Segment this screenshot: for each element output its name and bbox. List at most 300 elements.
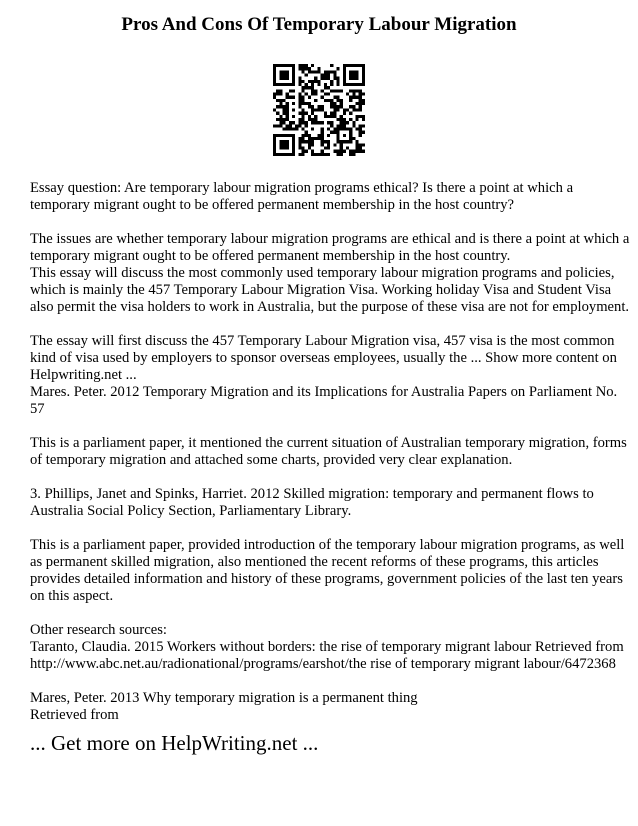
qr-module (327, 99, 330, 102)
qr-module (292, 96, 295, 99)
qr-module (286, 108, 289, 111)
qr-module (355, 143, 358, 146)
qr-module (324, 153, 327, 156)
qr-module (311, 83, 314, 86)
qr-module (311, 105, 314, 108)
qr-module (273, 124, 276, 127)
qr-module (355, 140, 358, 143)
qr-module (305, 134, 308, 137)
qr-module (317, 153, 320, 156)
qr-module (317, 108, 320, 111)
qr-module (283, 105, 286, 108)
qr-module (336, 99, 339, 102)
qr-module (336, 96, 339, 99)
qr-module (327, 140, 330, 143)
qr-module (298, 77, 301, 80)
helpwriting-link[interactable]: Helpwriting.net ... (30, 367, 137, 383)
paragraph-parliament-paper-1 (30, 435, 627, 469)
qr-module (289, 96, 292, 99)
qr-module (349, 112, 352, 115)
text-line: This is a parliament paper, provided introduction of the temporary labour migration programs, as well (30, 537, 625, 553)
qr-module (298, 137, 301, 140)
qr-module (311, 127, 314, 130)
qr-module (283, 127, 286, 130)
qr-module (305, 121, 308, 124)
qr-module (305, 74, 308, 77)
qr-module (336, 67, 339, 70)
qr-module (359, 108, 362, 111)
qr-module (352, 150, 355, 153)
qr-module (336, 80, 339, 83)
qr-module (302, 118, 305, 121)
qr-module (283, 121, 286, 124)
qr-module (305, 86, 308, 89)
qr-module (305, 93, 308, 96)
text-line: Retrieved from (30, 707, 119, 723)
qr-module (286, 102, 289, 105)
qr-module (321, 105, 324, 108)
qr-module (314, 137, 317, 140)
qr-module (305, 64, 308, 67)
qr-module (302, 140, 305, 143)
qr-alignment-pattern (343, 134, 346, 137)
qr-module (362, 143, 365, 146)
text-line: kind of visa used by employers to sponsor overseas employees, usually the ... Show more content on (30, 350, 617, 366)
qr-module (340, 121, 343, 124)
paragraph-essay-question (30, 180, 615, 214)
qr-module (308, 96, 311, 99)
paragraph-reference-3 (30, 486, 615, 520)
qr-module (330, 83, 333, 86)
qr-module (352, 105, 355, 108)
qr-module (289, 89, 292, 92)
qr-module (308, 67, 311, 70)
qr-module (279, 99, 282, 102)
qr-module (327, 77, 330, 80)
qr-module (359, 89, 362, 92)
qr-module (298, 121, 301, 124)
qr-module (359, 93, 362, 96)
qr-module (305, 102, 308, 105)
qr-module (359, 105, 362, 108)
qr-module (324, 86, 327, 89)
qr-module (283, 99, 286, 102)
qr-module (349, 99, 352, 102)
qr-module (324, 115, 327, 118)
qr-module (321, 153, 324, 156)
qr-module (314, 89, 317, 92)
qr-module (352, 93, 355, 96)
qr-module (324, 70, 327, 73)
qr-module (321, 131, 324, 134)
qr-module (359, 99, 362, 102)
text-line: Mares, Peter. 2013 Why temporary migration is a permanent thing (30, 690, 418, 706)
qr-module (273, 108, 276, 111)
qr-module (327, 127, 330, 130)
qr-module (311, 80, 314, 83)
qr-module (283, 112, 286, 115)
qr-module (340, 150, 343, 153)
qr-module (302, 150, 305, 153)
qr-module (349, 153, 352, 156)
qr-module (359, 143, 362, 146)
qr-module (311, 150, 314, 153)
qr-module (333, 115, 336, 118)
qr-module (311, 137, 314, 140)
qr-module (311, 108, 314, 111)
qr-module (308, 80, 311, 83)
qr-module (276, 105, 279, 108)
qr-module (298, 124, 301, 127)
qr-module (343, 150, 346, 153)
qr-module (327, 134, 330, 137)
qr-module (340, 115, 343, 118)
qr-module (333, 89, 336, 92)
qr-module (321, 137, 324, 140)
qr-module (308, 143, 311, 146)
page-title: Pros And Cons Of Temporary Labour Migration (121, 14, 517, 35)
qr-module (302, 108, 305, 111)
qr-module (276, 99, 279, 102)
qr-module (302, 146, 305, 149)
qr-module (343, 108, 346, 111)
qr-module (321, 77, 324, 80)
text-line: of temporary migration and attached some charts, provided very clear explanation. (30, 452, 513, 468)
qr-module (336, 105, 339, 108)
qr-module (349, 150, 352, 153)
qr-module (324, 140, 327, 143)
qr-module (330, 64, 333, 67)
qr-module (314, 118, 317, 121)
qr-module (327, 146, 330, 149)
text-line: 57 (30, 401, 45, 417)
text-line: temporary migrant ought to be offered permanent membership in the host country? (30, 197, 515, 213)
qr-module (340, 146, 343, 149)
qr-module (340, 124, 343, 127)
text-line: on this aspect. (30, 588, 114, 604)
qr-module (330, 121, 333, 124)
qr-module (336, 118, 339, 121)
qr-module (333, 127, 336, 130)
qr-module (321, 89, 324, 92)
qr-module (298, 96, 301, 99)
qr-module (333, 150, 336, 153)
qr-module (330, 131, 333, 134)
qr-module (340, 153, 343, 156)
qr-module (292, 102, 295, 105)
qr-module (317, 80, 320, 83)
qr-module (355, 118, 358, 121)
qr-module (286, 112, 289, 115)
qr-module (279, 89, 282, 92)
qr-module (362, 115, 365, 118)
qr-module (283, 118, 286, 121)
qr-module (336, 150, 339, 153)
qr-module (346, 93, 349, 96)
qr-module (302, 89, 305, 92)
qr-module (327, 86, 330, 89)
qr-module (327, 74, 330, 77)
qr-module (298, 83, 301, 86)
qr-module (298, 153, 301, 156)
qr-module (352, 108, 355, 111)
text-line: provides detailed information and history of these programs, government policies of the last ten years (30, 571, 623, 587)
qr-module (324, 74, 327, 77)
qr-module (333, 70, 336, 73)
qr-module (302, 115, 305, 118)
qr-module (302, 67, 305, 70)
qr-module (308, 102, 311, 105)
qr-module (308, 146, 311, 149)
qr-module (289, 121, 292, 124)
text-line: which is mainly the 457 Temporary Labour Migration Visa. Working holiday Visa and Student Visa (30, 282, 612, 298)
qr-module (292, 108, 295, 111)
qr-module (349, 96, 352, 99)
source-url-link[interactable]: http://www.abc.net.au/radionational/programs/earshot/the rise of temporary migrant labour/6472368 (30, 656, 616, 672)
text-line: The issues are whether temporary labour migration programs are ethical and is there a point at which a (30, 231, 630, 247)
qr-module (279, 115, 282, 118)
qr-module (330, 115, 333, 118)
qr-module (355, 127, 358, 130)
qr-module (314, 99, 317, 102)
qr-module (317, 83, 320, 86)
qr-module (333, 74, 336, 77)
qr-module (311, 89, 314, 92)
qr-module (327, 115, 330, 118)
text-line: also permit the visa holders to work in Australia, but the purpose of these visa are not for employment. (30, 299, 630, 315)
qr-module (298, 140, 301, 143)
qr-module (298, 143, 301, 146)
qr-module (359, 131, 362, 134)
qr-module (343, 121, 346, 124)
qr-module (308, 140, 311, 143)
qr-module (349, 105, 352, 108)
qr-module (330, 80, 333, 83)
qr-module (336, 89, 339, 92)
text-line: The essay will first discuss the 457 Temporary Labour Migration visa, 457 visa is the most common (30, 333, 615, 349)
qr-module (317, 121, 320, 124)
qr-module (308, 105, 311, 108)
qr-module (305, 124, 308, 127)
qr-module (317, 67, 320, 70)
text-line: Australia Social Policy Section, Parliamentary Library. (30, 503, 352, 519)
text-line: This is a parliament paper, it mentioned the current situation of Australian temporary migration, forms (30, 435, 627, 451)
qr-module (302, 99, 305, 102)
qr-module (308, 137, 311, 140)
qr-module (336, 124, 339, 127)
qr-module (298, 93, 301, 96)
qr-module (302, 121, 305, 124)
qr-module (330, 105, 333, 108)
qr-module (330, 99, 333, 102)
qr-module (333, 77, 336, 80)
qr-module (330, 102, 333, 105)
qr-module (273, 96, 276, 99)
qr-module (352, 96, 355, 99)
qr-module (362, 93, 365, 96)
qr-module (333, 143, 336, 146)
qr-module (327, 70, 330, 73)
qr-module (333, 105, 336, 108)
qr-module (298, 80, 301, 83)
paragraph-other-sources (30, 622, 624, 673)
qr-module (311, 64, 314, 67)
qr-module (333, 102, 336, 105)
qr-module (327, 121, 330, 124)
qr-module (311, 121, 314, 124)
qr-module (286, 105, 289, 108)
paragraph-issues (30, 231, 630, 316)
qr-module (286, 118, 289, 121)
qr-module (352, 124, 355, 127)
qr-module (355, 150, 358, 153)
qr-module (295, 127, 298, 130)
qr-module (279, 105, 282, 108)
qr-module (308, 115, 311, 118)
qr-module (317, 134, 320, 137)
qr-module (346, 108, 349, 111)
qr-module (311, 93, 314, 96)
qr-module (352, 121, 355, 124)
qr-module (302, 134, 305, 137)
qr-module (298, 64, 301, 67)
qr-module (317, 105, 320, 108)
qr-module (302, 112, 305, 115)
qr-module (298, 146, 301, 149)
qr-module (362, 124, 365, 127)
qr-module (314, 70, 317, 73)
qr-module (286, 124, 289, 127)
qr-module (305, 83, 308, 86)
qr-module (311, 118, 314, 121)
qr-module (298, 102, 301, 105)
qr-module (340, 99, 343, 102)
paragraph-mares-2013 (30, 690, 615, 724)
qr-module (330, 70, 333, 73)
qr-module (336, 83, 339, 86)
qr-module (305, 67, 308, 70)
qr-module (308, 70, 311, 73)
qr-module (314, 80, 317, 83)
qr-module (305, 112, 308, 115)
qr-module (324, 146, 327, 149)
qr-module (359, 124, 362, 127)
qr-module (311, 86, 314, 89)
qr-module (359, 102, 362, 105)
qr-module (276, 124, 279, 127)
qr-module (302, 64, 305, 67)
qr-module (305, 140, 308, 143)
qr-module (321, 134, 324, 137)
qr-module (343, 112, 346, 115)
qr-module (321, 74, 324, 77)
qr-module (298, 67, 301, 70)
text-line: This essay will discuss the most commonly used temporary labour migration programs and policies, (30, 265, 615, 281)
qr-module (321, 143, 324, 146)
qr-module (298, 105, 301, 108)
qr-module (302, 80, 305, 83)
qr-module (355, 115, 358, 118)
qr-module (286, 115, 289, 118)
qr-module (298, 99, 301, 102)
qr-module (340, 143, 343, 146)
qr-module (359, 134, 362, 137)
qr-module (355, 146, 358, 149)
qr-module (352, 89, 355, 92)
qr-module (336, 77, 339, 80)
qr-module (292, 89, 295, 92)
qr-module (359, 96, 362, 99)
qr-module (279, 121, 282, 124)
qr-module (327, 153, 330, 156)
qr-module (305, 150, 308, 153)
qr-module (314, 77, 317, 80)
qr-module (276, 89, 279, 92)
qr-module (327, 93, 330, 96)
qr-module (321, 96, 324, 99)
qr-module (311, 153, 314, 156)
qr-module (302, 86, 305, 89)
qr-module (308, 134, 311, 137)
text-line: Other research sources: (30, 622, 167, 638)
qr-module (286, 93, 289, 96)
qr-module (289, 124, 292, 127)
qr-module (317, 137, 320, 140)
qr-module (295, 124, 298, 127)
qr-module (359, 127, 362, 130)
qr-module (324, 77, 327, 80)
qr-module (314, 115, 317, 118)
qr-module (311, 70, 314, 73)
qr-module (355, 108, 358, 111)
qr-module (359, 150, 362, 153)
qr-module (298, 112, 301, 115)
qr-module (336, 153, 339, 156)
qr-module (324, 99, 327, 102)
text-line: Taranto, Claudia. 2015 Workers without borders: the rise of temporary migrant labour Retrieved from (30, 639, 624, 655)
qr-module (286, 96, 289, 99)
qr-module (302, 96, 305, 99)
qr-module (292, 121, 295, 124)
qr-module (355, 89, 358, 92)
qr-module (346, 146, 349, 149)
qr-module (279, 102, 282, 105)
get-more-link[interactable]: ... Get more on HelpWriting.net ... (30, 731, 319, 755)
text-line: Essay question: Are temporary labour migration programs ethical? Is there a point at which a (30, 180, 574, 196)
qr-module (279, 124, 282, 127)
qr-module (292, 127, 295, 130)
text-line: Mares. Peter. 2012 Temporary Migration and its Implications for Australia Papers on Parliament No. (30, 384, 618, 400)
qr-module (314, 153, 317, 156)
paragraph-457-visa (30, 333, 618, 418)
qr-module (359, 115, 362, 118)
qr-module (311, 143, 314, 146)
qr-module (349, 118, 352, 121)
qr-module (283, 108, 286, 111)
qr-module (321, 140, 324, 143)
qr-module (298, 118, 301, 121)
qr-module (324, 83, 327, 86)
qr-module (359, 146, 362, 149)
text-line: as permanent skilled migration, also mentioned the recent reforms of these programs, this articles (30, 554, 599, 570)
qr-module (362, 150, 365, 153)
qr-module (302, 70, 305, 73)
qr-module (286, 127, 289, 130)
qr-module (362, 131, 365, 134)
qr-module (317, 70, 320, 73)
text-line: temporary migrant ought to be offered permanent membership in the host country. (30, 248, 511, 264)
qr-module (343, 118, 346, 121)
